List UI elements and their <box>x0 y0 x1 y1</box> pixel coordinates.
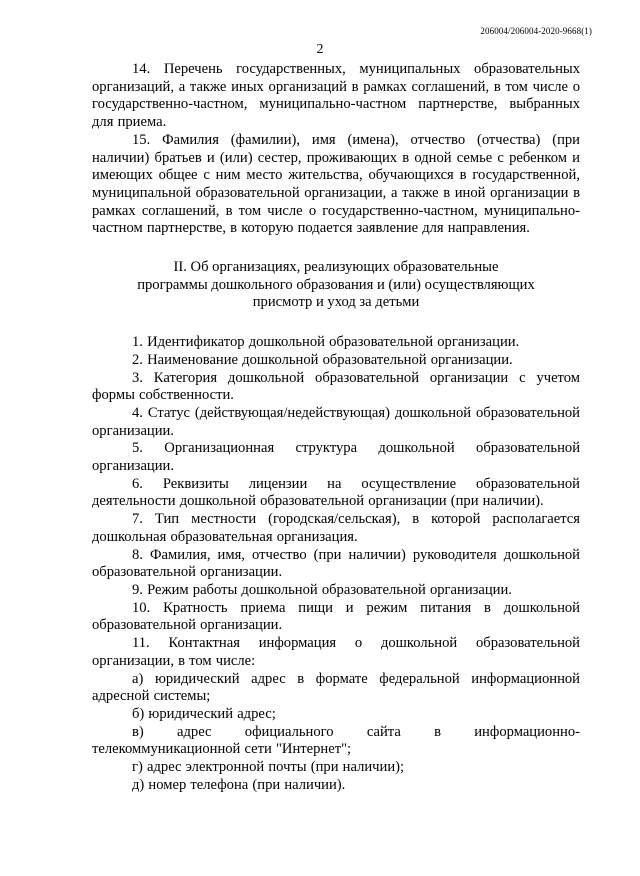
paragraph-item-5: 5. Организационная структура дошкольной образовательной организации. <box>92 440 580 475</box>
paragraph-item-15: 15. Фамилия (фамилии), имя (имена), отчество (отчества) (при наличии) братьев и (или) сестер, проживающих в одной семье с ребенком и имеющих общее с ним место жительства, обучающихся в государственной, муниципальной образовательной организации, а также в иной организации в рамках соглашений, в том числе о государственно-частном, муниципально-частном партнерстве, в которую подается заявление для направления. <box>92 131 580 237</box>
paragraph-item-11: 11. Контактная информация о дошкольной образовательной организации, в том числе: <box>92 635 580 669</box>
paragraph-subitem-v: в) адрес официального сайта в информационно-телекоммуникационной сети "Интернет"; <box>92 723 580 758</box>
paragraph-subitem-g: г) адрес электронной почты (при наличии); <box>132 759 405 776</box>
paragraph-item-1: 1. Идентификатор дошкольной образовательной организации. <box>132 334 520 351</box>
paragraph-item-4: 4. Статус (действующая/недействующая) дошкольной образовательной организации. <box>92 404 580 439</box>
paragraph-item-6: 6. Реквизиты лицензии на осуществление образовательной деятельности дошкольной образовательной организации (при наличии). <box>92 475 580 510</box>
paragraph-item-8: 8. Фамилия, имя, отчество (при наличии) руководителя дошкольной образовательной организации. <box>92 546 580 581</box>
page-number: 2 <box>316 42 324 57</box>
paragraph-item-14: 14. Перечень государственных, муниципальных образовательных организаций, а также иных организаций в рамках соглашений, в том числе о государственно-частном, муниципально-частном партнерстве, выбранных для приема. <box>92 61 580 131</box>
section-title <box>92 259 580 312</box>
section-title-line: II. Об организациях, реализующих образовательные <box>173 259 499 276</box>
paragraph-item-2: 2. Наименование дошкольной образовательной организации. <box>132 351 513 368</box>
section-title-line: присмотр и уход за детьми <box>252 294 420 311</box>
paragraph-item-9: 9. Режим работы дошкольной образовательной организации. <box>132 581 512 598</box>
paragraph-item-3: 3. Категория дошкольной образовательной организации с учетом формы собственности. <box>92 369 580 404</box>
paragraph-subitem-d: д) номер телефона (при наличии). <box>132 776 346 793</box>
document-body <box>92 61 580 794</box>
paragraph-subitem-a: а) юридический адрес в формате федеральной информационной адресной системы; <box>92 670 580 705</box>
paragraph-subitem-b: б) юридический адрес; <box>132 705 276 722</box>
section-title-line: программы дошкольного образования и (или) осуществляющих <box>137 276 535 293</box>
paragraph-item-10: 10. Кратность приема пищи и режим питания в дошкольной образовательной организации. <box>92 599 580 634</box>
document-id: 206004/206004-2020-9668(1) <box>480 26 592 36</box>
paragraph-item-7: 7. Тип местности (городская/сельская), в которой располагается дошкольная образовательная организация. <box>92 511 580 545</box>
